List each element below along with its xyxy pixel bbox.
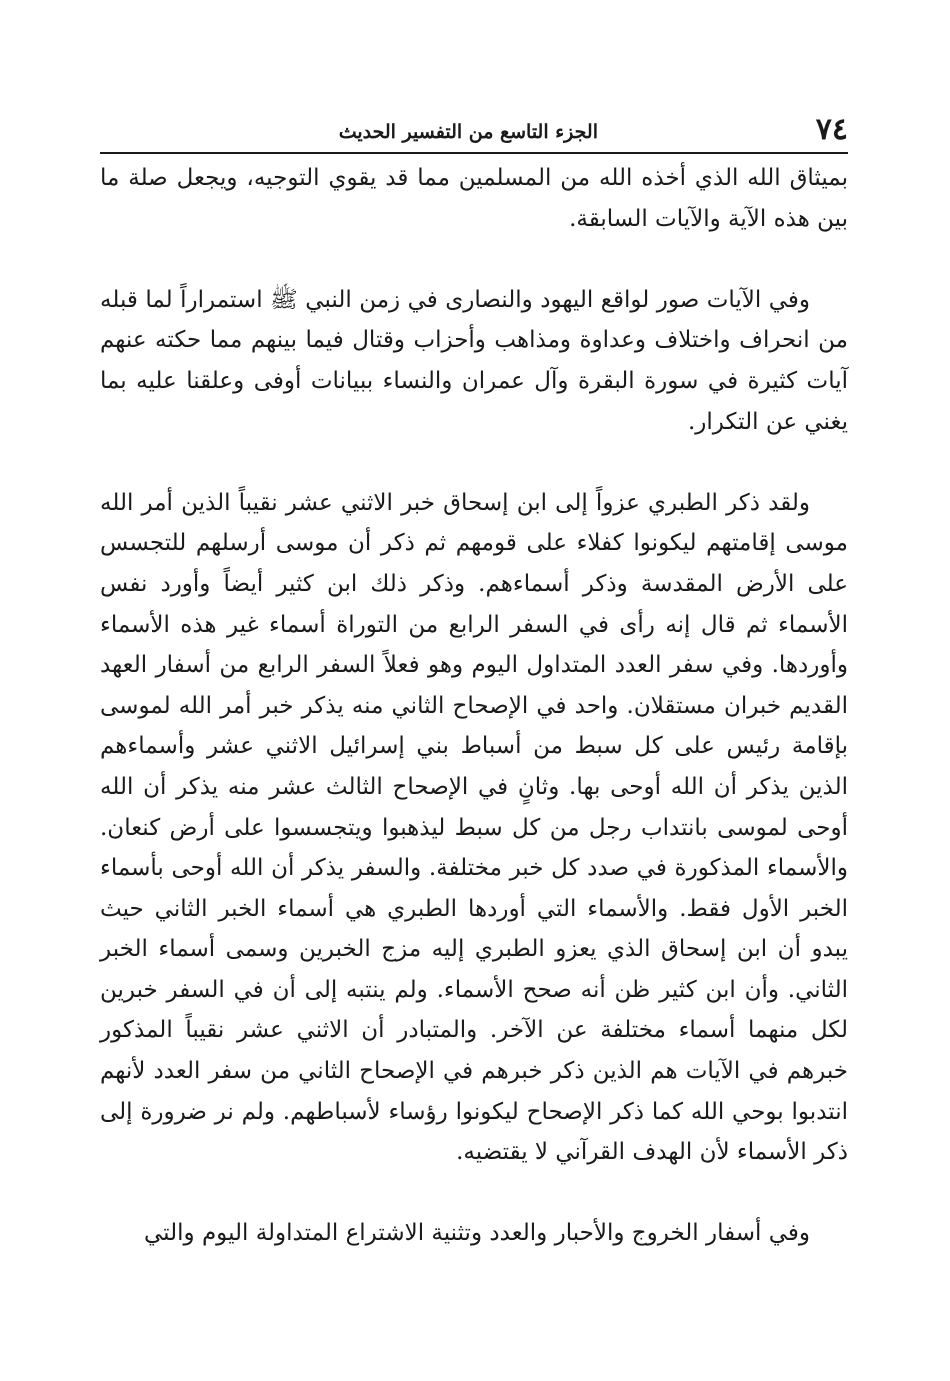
paragraph: وفي أسفار الخروج والأحبار والعدد وتثنية الاشتراع المتداولة اليوم والتي [144, 1220, 810, 1247]
paragraph: وفي الآيات صور لواقع اليهود والنصارى في زمن النبي ﷺ استمراراً لما قبله من انحراف واختلاف وعداوة ومذاهب وأحزاب وقتال فيما بينهم مما حكته عنهم آيات كثيرة في سورة البقرة وآل عمران والنساء ببيانات أوفى وعلقنا عليه بما يغني عن التكرار. [100, 286, 848, 435]
page-number: ٧٤ [815, 112, 848, 147]
body-text [100, 158, 848, 1254]
running-title: الجزء التاسع من التفسير الحديث [338, 121, 598, 143]
paragraph: ولقد ذكر الطبري عزواً إلى ابن إسحاق خبر الاثني عشر نقيباً الذين أمر الله موسى إقامتهم ليكونوا كفلاء على قومهم ثم ذكر أن موسى أرسلهم للتجسس على الأرض المقدسة وذكر أسماءهم. وذكر ذلك ابن كثير أيضاً وأورد نفس الأسماء ثم قال إنه رأى في السفر الرابع من التوراة أسماء غير هذه الأسماء وأوردها. وفي سفر العدد المتداول اليوم وهو فعلاً السفر الرابع من أسفار العهد القديم خبران مستقلان. واحد في الإصحاح الثاني منه يذكر خبر أمر الله لموسى بإقامة رئيس على كل سبط من أسباط بني إسرائيل الاثني عشر وأسماءهم الذين يذكر أن الله أوحى بها. وثانٍ في الإصحاح الثالث عشر منه يذكر أن الله أوحى لموسى بانتداب رجل من كل سبط ليذهبوا ويتجسسوا على أرض كنعان. والأسماء المذكورة في صدد كل خبر مختلفة. والسفر يذكر أن الله أوحى بأسماء الخبر الأول فقط. والأسماء التي أوردها الطبري هي أسماء الخبر الثاني حيث يبدو أن ابن إسحاق الذي يعزو الطبري إليه مزج الخبرين وسمى أسماء الخبر الثاني. وأن ابن كثير ظن أنه صحح الأسماء. ولم ينتبه إلى أن في السفر خبرين لكل منهما أسماء مختلفة عن الآخر. والمتبادر أن الاثني عشر نقيباً المذكور خبرهم في الآيات هم الذين ذكر خبرهم في الإصحاح الثاني من سفر العدد لأنهم انتدبوا بوحي الله كما ذكر الإصحاح ليكونوا رؤساء لأسباطهم. ولم نر ضرورة إلى ذكر الأسماء لأن الهدف القرآني لا يقتضيه. [100, 489, 848, 1166]
paragraph: بميثاق الله الذي أخذه الله من المسلمين مما قد يقوي التوجيه، ويجعل صلة ما بين هذه الآية والآيات السابقة. [100, 165, 848, 232]
header-rule [100, 152, 848, 154]
page-header [100, 112, 848, 150]
